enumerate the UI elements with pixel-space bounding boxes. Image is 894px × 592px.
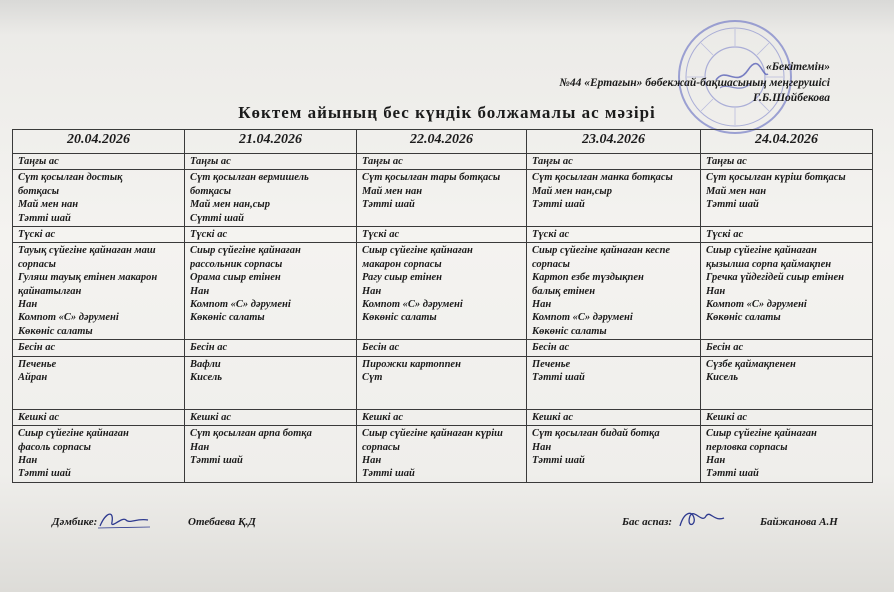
- menu-item: Май мен нан,сыр: [532, 185, 612, 197]
- day-header: 21.04.2026: [185, 130, 357, 154]
- menu-cell: [527, 243, 701, 340]
- menu-item: Печенье: [532, 358, 571, 370]
- menu-item: Сүт қосылған достық: [18, 172, 123, 184]
- approval-line-2: №44 «Ертағын» бөбекжай-бақшасының меңгерушісі: [559, 77, 830, 89]
- menu-cell: [357, 356, 527, 409]
- menu-item: Май мен нан: [362, 185, 423, 197]
- menu-cell: [527, 170, 701, 227]
- meal-label: Кешкі ас: [527, 409, 701, 425]
- menu-item: Сиыр сүйегіне қайнаған: [18, 428, 129, 440]
- menu-item: Нан: [362, 454, 382, 466]
- meal-label: Таңғы ас: [185, 154, 357, 170]
- menu-item: ботқасы: [190, 185, 232, 197]
- menu-item: Сүтті шай: [190, 212, 244, 224]
- meal-label: Кешкі ас: [13, 409, 185, 425]
- meal-label: Кешкі ас: [185, 409, 357, 425]
- menu-item: Нан: [706, 285, 726, 297]
- menu-item: Сүт қосылған күріш ботқасы: [706, 172, 846, 184]
- menu-item: балық етінен: [532, 285, 596, 297]
- menu-item: фасоль сорпасы: [18, 441, 91, 453]
- menu-item: Сүт қосылған вермишель: [190, 172, 309, 184]
- menu-item: Кисель: [706, 372, 739, 384]
- menu-item: Тәтті шай: [362, 468, 415, 480]
- menu-item: Сүт қосылған бидай ботқа: [532, 428, 660, 440]
- menu-item: Тәтті шай: [532, 199, 585, 211]
- meal-label: Таңғы ас: [701, 154, 873, 170]
- meal-label: Таңғы ас: [527, 154, 701, 170]
- menu-item: Печенье: [18, 358, 57, 370]
- menu-cell: [701, 356, 873, 409]
- menu-item: Нан: [18, 299, 38, 311]
- menu-item: Май мен нан: [706, 185, 767, 197]
- menu-item: Гречка үйдегідей сиыр етінен: [706, 272, 844, 284]
- page-title: Көктем айының бес күндік болжамалы ас мәзірі: [238, 103, 656, 122]
- menu-item: Нан: [18, 454, 38, 466]
- meal-label: Таңғы ас: [13, 154, 185, 170]
- meal-label: Бесін ас: [701, 340, 873, 356]
- approval-line-1: «Бекітемін»: [765, 61, 830, 73]
- menu-item: Кисель: [190, 372, 223, 384]
- menu-item: сорпасы: [362, 441, 400, 453]
- menu-item: Пирожки картоппен: [362, 358, 461, 370]
- menu-item: Нан: [190, 441, 210, 453]
- menu-item: Вафли: [190, 358, 221, 370]
- menu-item: Орама сиыр етінен: [190, 272, 281, 284]
- menu-item: Компот «С» дәрумені: [190, 299, 291, 311]
- footer-left-label: Дәмбике:: [52, 516, 98, 528]
- menu-item: Картоп езбе түздықпен: [532, 272, 644, 284]
- meal-row: [13, 227, 873, 243]
- meal-label: Түскі ас: [13, 227, 185, 243]
- menu-item: сорпасы: [18, 258, 56, 270]
- menu-cell: [185, 170, 357, 227]
- menu-item: Көкөніс салаты: [362, 312, 437, 324]
- meal-label: Түскі ас: [185, 227, 357, 243]
- meal-label: Бесін ас: [527, 340, 701, 356]
- signature-chef: [676, 506, 728, 532]
- day-header: 24.04.2026: [701, 130, 873, 154]
- menu-item: Сүт қосылған манка ботқасы: [532, 172, 673, 184]
- menu-cell: [13, 243, 185, 340]
- menu-item: Сиыр сүйегіне қайнаған: [190, 245, 301, 257]
- menu-item: қызылша сорпа қаймақпен: [706, 258, 832, 270]
- menu-cell: [701, 243, 873, 340]
- menu-item: рассольник сорпасы: [190, 258, 283, 270]
- menu-item: Тәтті шай: [706, 199, 759, 211]
- menu-item: Сиыр сүйегіне қайнаған: [706, 245, 817, 257]
- menu-item: Рагу сиыр етінен: [362, 272, 443, 284]
- menu-items-row: [13, 356, 873, 409]
- menu-item: Сүзбе қаймақпенен: [706, 358, 796, 370]
- menu-cell: [357, 243, 527, 340]
- menu-item: Көкөніс салаты: [18, 325, 93, 337]
- menu-items-row: [13, 426, 873, 483]
- footer-left-name: Отебаева Қ.Д: [188, 516, 256, 528]
- meal-row: [13, 409, 873, 425]
- approval-block: [559, 60, 830, 104]
- menu-cell: [185, 426, 357, 483]
- menu-cell: [185, 243, 357, 340]
- menu-item: Сиыр сүйегіне қайнаған кеспе: [532, 245, 671, 257]
- menu-item: Көкөніс салаты: [706, 312, 781, 324]
- menu-cell: [527, 426, 701, 483]
- menu-item: Тәтті шай: [190, 454, 243, 466]
- menu-item: Май мен нан,сыр: [190, 199, 270, 211]
- menu-item: Май мен нан: [18, 199, 79, 211]
- approval-line-3: Г.Б.Шойбекова: [752, 92, 830, 104]
- menu-item: Гуляш тауық етінен макарон: [18, 272, 158, 284]
- menu-items-row: [13, 243, 873, 340]
- meal-label: Түскі ас: [701, 227, 873, 243]
- menu-cell: [527, 356, 701, 409]
- menu-cell: [185, 356, 357, 409]
- menu-cell: [701, 426, 873, 483]
- menu-item: Тәтті шай: [706, 468, 759, 480]
- menu-item: Сүт қосылған арпа ботқа: [190, 428, 312, 440]
- menu-items-row: [13, 170, 873, 227]
- day-header: 23.04.2026: [527, 130, 701, 154]
- meal-row: [13, 154, 873, 170]
- menu-cell: [13, 170, 185, 227]
- menu-item: Көкөніс салаты: [532, 325, 607, 337]
- meal-row: [13, 340, 873, 356]
- menu-item: макарон сорпасы: [362, 258, 442, 270]
- menu-item: Компот «С» дәрумені: [532, 312, 633, 324]
- meal-label: Кешкі ас: [357, 409, 527, 425]
- menu-cell: [701, 170, 873, 227]
- menu-item: Сүт: [362, 372, 383, 384]
- menu-item: Компот «С» дәрумені: [362, 299, 463, 311]
- menu-cell: [357, 426, 527, 483]
- menu-item: Сиыр сүйегіне қайнаған: [706, 428, 817, 440]
- menu-item: Айран: [18, 372, 48, 384]
- menu-item: Тауық сүйегіне қайнаған маш: [18, 245, 156, 257]
- menu-item: Сиыр сүйегіне қайнаған: [362, 245, 473, 257]
- day-header: 22.04.2026: [357, 130, 527, 154]
- menu-item: Тәтті шай: [532, 372, 585, 384]
- meal-label: Бесін ас: [185, 340, 357, 356]
- menu-cell: [357, 170, 527, 227]
- meal-label: Түскі ас: [527, 227, 701, 243]
- menu-item: перловка сорпасы: [706, 441, 788, 453]
- menu-item: ботқасы: [18, 185, 60, 197]
- meal-label: Бесін ас: [357, 340, 527, 356]
- meal-label: Бесін ас: [13, 340, 185, 356]
- menu-item: Компот «С» дәрумені: [18, 312, 119, 324]
- menu-item: Сиыр сүйегіне қайнаған күріш: [362, 428, 503, 440]
- menu-item: қайнатылған: [18, 285, 82, 297]
- menu-item: Тәтті шай: [532, 454, 585, 466]
- meal-label: Таңғы ас: [357, 154, 527, 170]
- menu-cell: [13, 356, 185, 409]
- day-header: 20.04.2026: [13, 130, 185, 154]
- menu-item: Тәтті шай: [362, 199, 415, 211]
- menu-cell: [13, 426, 185, 483]
- meal-label: Кешкі ас: [701, 409, 873, 425]
- menu-item: Сүт қосылған тары ботқасы: [362, 172, 501, 184]
- menu-item: Нан: [362, 285, 382, 297]
- signature-dambike: [96, 508, 152, 532]
- footer-right-name: Байжанова А.Н: [760, 516, 838, 528]
- footer-right-label: Бас аспаз:: [622, 516, 673, 528]
- menu-item: Нан: [706, 454, 726, 466]
- menu-item: Компот «С» дәрумені: [706, 299, 807, 311]
- menu-item: Тәтті шай: [18, 468, 71, 480]
- meal-label: Түскі ас: [357, 227, 527, 243]
- menu-table: [12, 129, 873, 483]
- menu-item: Нан: [532, 441, 552, 453]
- header-row: [13, 130, 873, 154]
- menu-item: Тәтті шай: [18, 212, 71, 224]
- menu-item: Көкөніс салаты: [190, 312, 265, 324]
- menu-item: Нан: [532, 299, 552, 311]
- menu-item: сорпасы: [532, 258, 570, 270]
- menu-item: Нан: [190, 285, 210, 297]
